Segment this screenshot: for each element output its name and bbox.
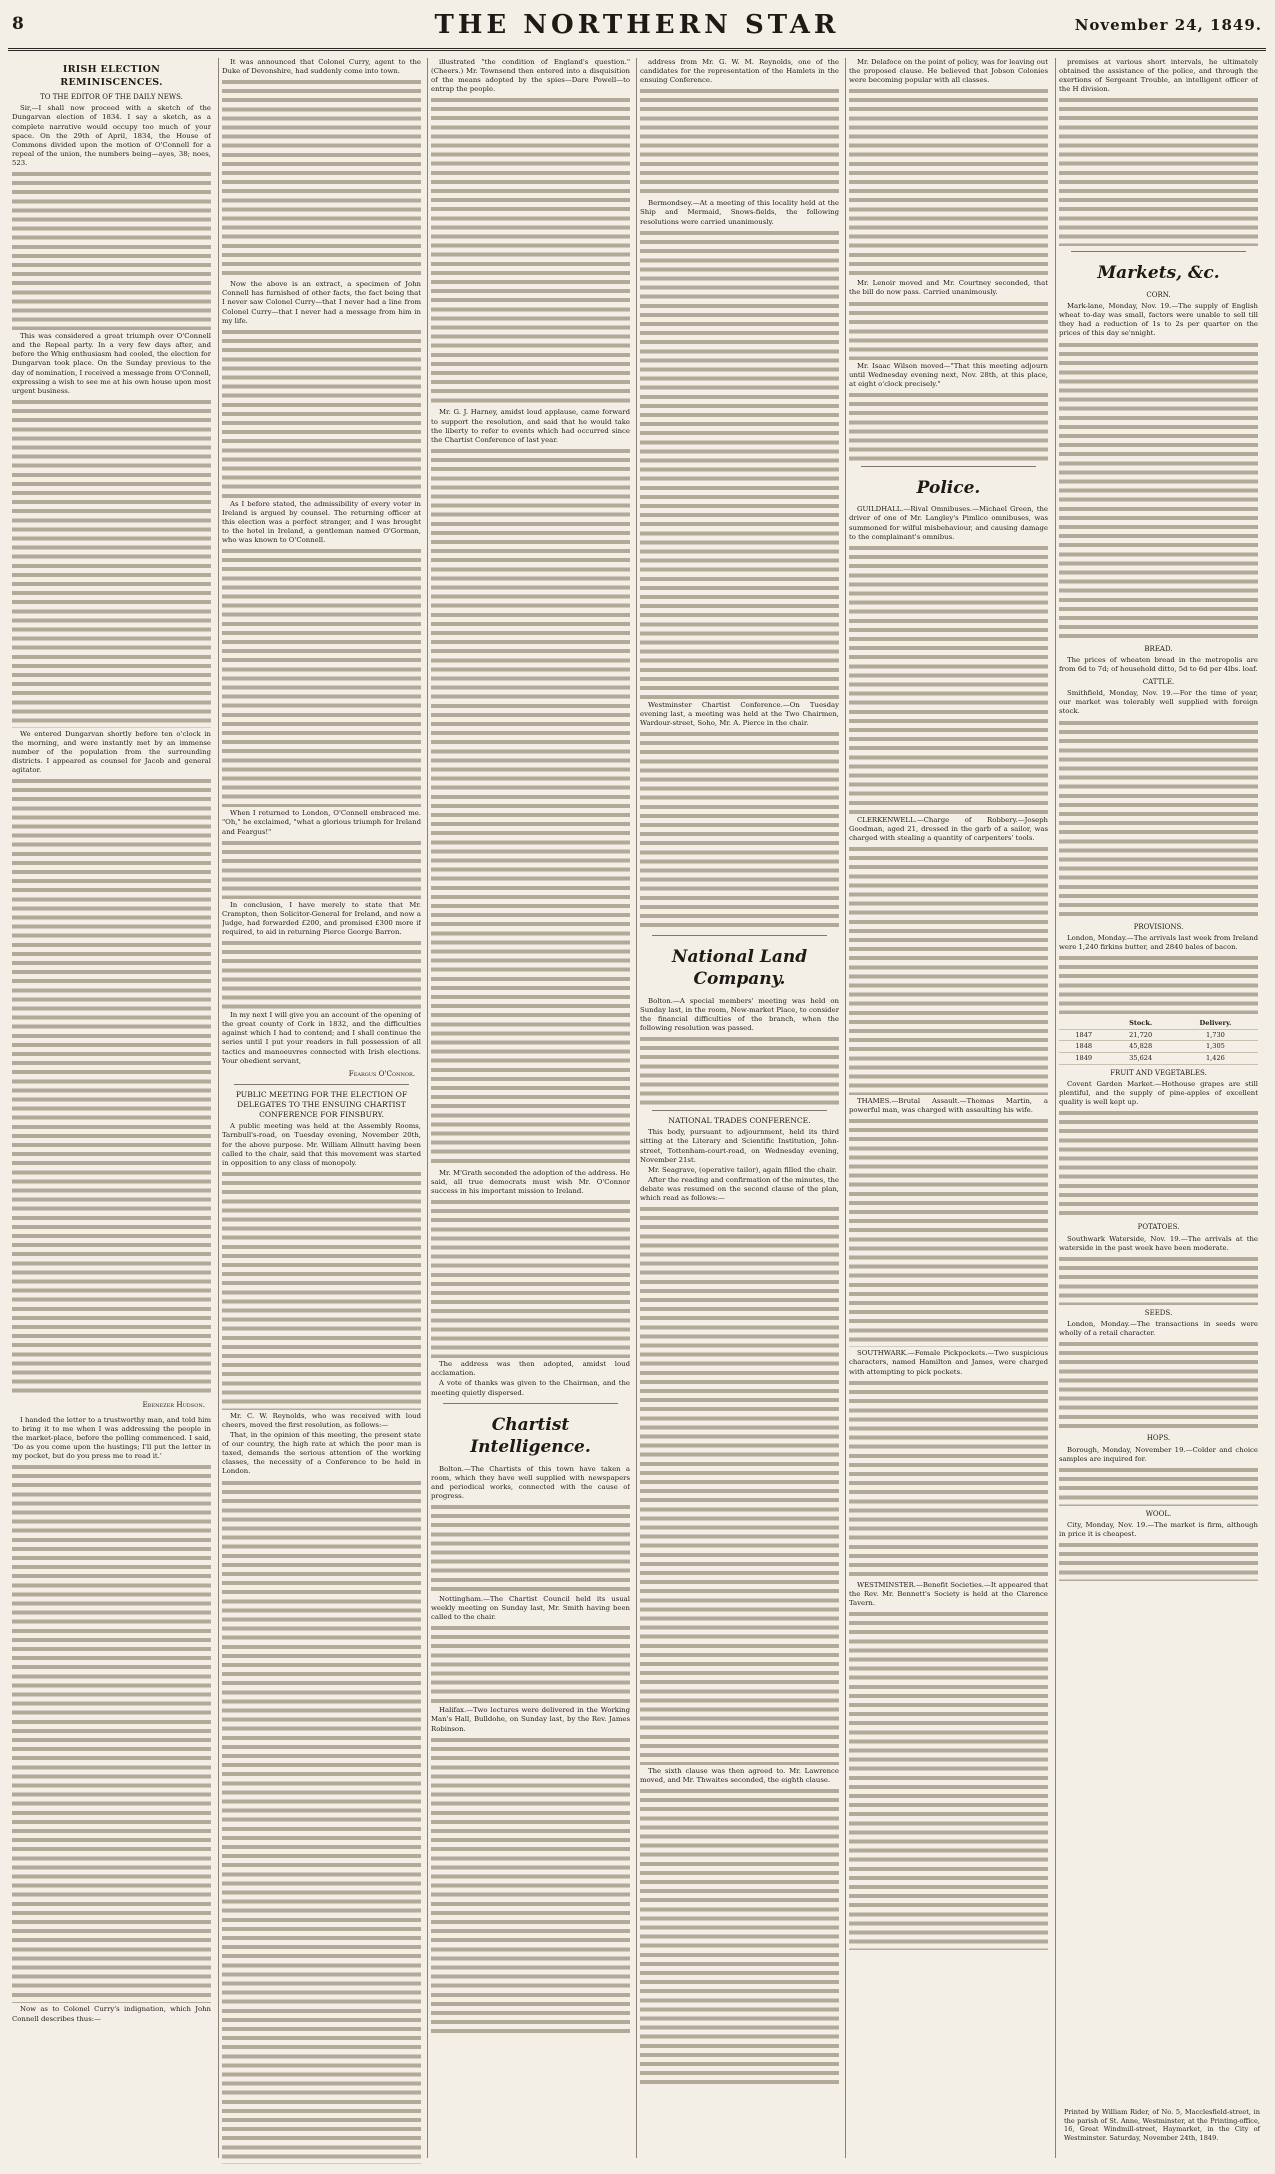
paragraph: It was announced that Colonel Curry, agent to the Duke of Devonshire, had suddenly come into town.: [222, 58, 421, 76]
text-block: [12, 398, 211, 728]
text-block: [222, 1479, 421, 2164]
text-block: [222, 328, 421, 498]
paragraph: Mr. G. J. Harney, amidst loud applause, came forward to support the resolution, and said that he would take the liberty to refer to events which had occurred since the Chartist Conference of last year.: [431, 408, 630, 444]
paragraph: This was considered a great triumph over O'Connell and the Repeal party. In a very few days after, and before the Whig enthusiasm had cooled, the election for Dungarvan took place. On the Sunday previous to the day of nomination, I received a message from O'Connell, expressing a wish to see me at his own house upon most urgent business.: [12, 332, 211, 395]
paragraph: A vote of thanks was given to the Chairman, and the meeting quietly dispersed.: [431, 1379, 630, 1397]
table-row: 1849 35,624 1,426: [1059, 1053, 1258, 1065]
text-block: [849, 300, 1048, 360]
paragraph: When I returned to London, O'Connell embraced me. "Oh," he exclaimed, "what a glorious triumph for Ireland and Feargus!": [222, 809, 421, 836]
divider: [1071, 251, 1246, 252]
paragraph: The address was then adopted, amidst loud acclamation.: [431, 1360, 630, 1378]
text-block: [222, 839, 421, 899]
text-block: [222, 1170, 421, 1410]
paragraph: Mr. Delafoce on the point of policy, was for leaving out the proposed clause. He believed that Jobson Colonies were becoming popular with all classes.: [849, 58, 1048, 85]
text-block: [1059, 1340, 1258, 1430]
text-block: [222, 939, 421, 1009]
market-heading-seeds: SEEDS.: [1144, 1308, 1173, 1317]
table-header: Delivery.: [1173, 1018, 1258, 1029]
text-block: [222, 547, 421, 807]
paragraph: Mark-lane, Monday, Nov. 19.—The supply of English wheat to-day was small, factors were unable to sell till they had a reduction of 1s to 2s per quarter on the prices of this day se'nnight.: [1059, 302, 1258, 338]
column-rule: [636, 58, 637, 2158]
paragraph: illustrated "the condition of England's question." (Cheers.) Mr. Townsend then entered into a disquisition of the means adopted by the spies—Dare Powell—to entrap the people.: [431, 58, 630, 94]
section-heading: Chartist Intelligence.: [470, 1414, 591, 1458]
paragraph: The prices of wheaten bread in the metropolis are from 6d to 7d; of household ditto, 5d to 6d per 4lbs. loaf.: [1059, 655, 1258, 673]
column-rule: [218, 58, 219, 2158]
column-2: [222, 58, 421, 2164]
text-block: [640, 229, 839, 699]
paragraph: Now as to Colonel Curry's indignation, which John Connell describes thus:—: [12, 2005, 211, 2023]
text-block: [640, 1035, 839, 1105]
paragraph: Borough, Monday, November 19.—Colder and choice samples are inquired for.: [1059, 1445, 1258, 1463]
article-heading: IRISH ELECTION REMINISCENCES.: [60, 64, 163, 88]
paragraph: Nottingham.—The Chartist Council held its usual weekly meeting on Sunday last, Mr. Smith having been called to the chair.: [431, 1594, 630, 1622]
text-block: [1059, 1109, 1258, 1219]
paragraph: Covent Garden Market.—Hothouse grapes are still plentiful, and the supply of pine-apples of excellent quality is well kept up.: [1059, 1080, 1258, 1107]
divider: [234, 1084, 409, 1085]
text-block: [1059, 954, 1258, 1014]
text-block: [849, 1117, 1048, 1347]
paragraph: London, Monday.—The arrivals last week from Ireland were 1,240 firkins butter, and 2840 bales of bacon.: [1059, 933, 1258, 951]
paragraph: That, in the opinion of this meeting, the present state of our country, the high rate at which the poor man is taxed, demands the serious attention of the working classes, the necessity of a Conference to be held in London.: [222, 1431, 421, 1476]
table-row: 1848 45,828 1,305: [1059, 1041, 1258, 1053]
market-heading-cattle: CATTLE.: [1142, 678, 1175, 686]
paragraph: Sir,—I shall now proceed with a sketch of the Dungarvan election of 1834. I say a sketch, as a complete narrative would occupy too much of your space. On the 29th of April, 1834, the House of Commons divided upon the motion of O'Connell for a repeal of the union, the numbers being—ayes, 38; noes, 523.: [12, 104, 211, 167]
text-block: [12, 170, 211, 330]
paragraph: I handed the letter to a trustworthy man, and told him to bring it to me when I was addressing the people in the market-place, before the polling commenced. I said, 'Do as you come upon the hustings; I'll put the letter in my pocket, but do you press me to read it.': [12, 1415, 211, 1461]
table-header: [1059, 1018, 1108, 1029]
stock-table: [1059, 1018, 1258, 1065]
paragraph: SOUTHWARK.—Female Pickpockets.—Two suspicious characters, named Hamilton and James, were charged with attempting to pick pockets.: [849, 1349, 1048, 1376]
column-rule: [1055, 58, 1056, 2158]
paragraph: A public meeting was held at the Assembly Rooms, Tarnbull's-road, on Tuesday evening, November 20th, for the above purpose. Mr. William Allnutt having been called to the chair, said that this movement was started in opposition to any class of monopoly.: [222, 1122, 421, 1167]
paragraph: In my next I will give you an account of the opening of the great county of Cork in 1832, and the difficulties against which I had to contend; and I shall continue the series until I put your readers in full possession of all tactics and manoeuvres connected with Irish elections. Your obedient servant,: [222, 1011, 421, 1065]
paragraph: Mr. Isaac Wilson moved—"That this meeting adjourn until Wednesday evening next, Nov. 28th, at this place, at eight o'clock precisely.": [849, 361, 1048, 388]
signature: Feargus O'Connor.: [348, 1068, 415, 1078]
paragraph: In conclusion, I have merely to state that Mr. Crampton, then Solicitor-General for Ireland, and now a Judge, had forwarded £200, and promised £300 more if required, to aid in returning Pierce George Barron.: [222, 900, 421, 936]
text-block: [849, 845, 1048, 1095]
article-subheading: TO THE EDITOR OF THE DAILY NEWS.: [40, 93, 183, 102]
text-block: [849, 1610, 1048, 1950]
paragraph: As I before stated, the admissibility of every voter in Ireland is argued by counsel. The returning officer at this election was a perfect stranger, and I was brought to the hotel in Ireland, a gentleman named O'Gorman, who was known to O'Connell.: [222, 499, 421, 545]
text-block: [431, 447, 630, 1167]
paragraph: Now the above is an extract, a specimen of John Connell has furnished of other facts, the fact being that I never saw Colonel Curry—that I never had a line from Colonel Curry—that I never had a message from him in my life.: [222, 280, 421, 325]
text-block: [849, 544, 1048, 814]
text-block: [640, 730, 839, 930]
paragraph: Halifax.—Two lectures were delivered in the Working Man's Hall, Bulldohe, on Sunday last, by the Rev. James Robinson.: [431, 1706, 630, 1733]
article-heading: PUBLIC MEETING FOR THE ELECTION OF DELEGATES TO THE ENSUING CHARTIST CONFERENCE FOR FINSBURY.: [235, 1090, 408, 1120]
paragraph: London, Monday.—The transactions in seeds were wholly of a retail character.: [1059, 1320, 1258, 1338]
column-4: [640, 58, 839, 2164]
paragraph: address from Mr. G. W. M. Reynolds, one of the candidates for the representation of the Hamlets in the ensuing Conference.: [640, 58, 839, 85]
paragraph: The sixth clause was then agreed to. Mr. Lawrence moved, and Mr. Thwaites seconded, the eighth clause.: [640, 1767, 839, 1785]
newspaper-title: THE NORTHERN STAR: [434, 10, 840, 40]
paragraph: We entered Dungarvan shortly before ten o'clock in the morning, and were instantly met by an immense number of the population from the surrounding districts. I appeared as counsel for Jacob and general agitator.: [12, 729, 211, 775]
paragraph: CLERKENWELL.—Charge of Robbery.—Joseph Goodman, aged 21, dressed in the garb of a sailor, was charged with stealing a quantity of carpenters' tools.: [849, 815, 1048, 842]
market-heading-potatoes: POTATOES.: [1137, 1223, 1180, 1232]
text-block: [640, 87, 839, 197]
text-block: [12, 777, 211, 1397]
market-heading-bread: BREAD.: [1144, 644, 1173, 653]
column-6: [1059, 58, 1258, 2098]
paragraph: Mr. C. W. Reynolds, who was received with loud cheers, moved the first resolution, as follows:—: [222, 1411, 421, 1429]
text-block: [1059, 1466, 1258, 1506]
divider: [652, 1110, 827, 1111]
paragraph: premises at various short intervals, he ultimately obtained the assistance of the police, and through the exertions of Sergeant Trouble, an intelligent officer of the H division.: [1059, 58, 1258, 94]
paragraph: Mr. M'Grath seconded the adoption of the address. He said, all true democrats must wish Mr. O'Connor success in his important mission to Ireland.: [431, 1168, 630, 1196]
text-block: [640, 1205, 839, 1765]
text-block: [12, 1463, 211, 2003]
paragraph: Southwark Waterside, Nov. 19.—The arrivals at the waterside in the past week have been moderate.: [1059, 1234, 1258, 1252]
market-heading-provisions: PROVISIONS.: [1133, 922, 1184, 931]
paragraph: Westminster Chartist Conference.—On Tuesday evening last, a meeting was held at the Two Chairmen, Wardour-street, Soho, Mr. A. Pierce in the chair.: [640, 700, 839, 727]
printer-imprint: Printed by William Rider, of No. 5, Macclesfield-street, in the parish of St. Anne, Westminster, at the Printing-office, 16, Great Windmill-street, Haymarket, in the City of Westminster. Saturday, November 24th, 1849.: [1064, 2108, 1260, 2142]
market-heading-corn: CORN.: [1146, 290, 1171, 299]
text-block: [1059, 1541, 1258, 1581]
section-heading: Police.: [916, 477, 981, 498]
paragraph: After the reading and confirmation of the minutes, the debate was resumed on the second clause of the plan, which read as follows:—: [640, 1175, 839, 1203]
divider: [861, 466, 1036, 467]
signature: Ebenezer Hudson.: [142, 1400, 205, 1410]
text-block: [431, 1736, 630, 2036]
text-block: [849, 87, 1048, 277]
market-heading-fruit: FRUIT AND VEGETABLES.: [1110, 1068, 1207, 1077]
paragraph: Mr. Lenoir moved and Mr. Courtney seconded, that the bill do now pass. Carried unanimously.: [849, 279, 1048, 297]
paragraph: Bermondsey.—At a meeting of this locality held at the Ship and Mermaid, Snows-fields, the following resolutions were carried unanimously.: [640, 199, 839, 226]
text-block: [431, 1198, 630, 1358]
column-3: [431, 58, 630, 2164]
column-1: [12, 58, 211, 2164]
paragraph: Bolton.—The Chartists of this town have taken a room, which they have well supplied with newspapers and periodical works, connected with the cause of progress.: [431, 1464, 630, 1500]
column-rule: [845, 58, 846, 2158]
paragraph: Smithfield, Monday, Nov. 19.—For the time of year, our market was tolerably well supplied with foreign stock.: [1059, 689, 1258, 716]
paragraph: Mr. Seagrave, (operative tailor), again filled the chair.: [648, 1165, 837, 1174]
column-rule: [427, 58, 428, 2158]
divider: [652, 935, 827, 936]
page-number: 8: [12, 14, 24, 34]
paragraph: This body, pursuant to adjournment, held its third sitting at the Literary and Scientific Institution, John-street, Tottenham-court-road, on Wednesday evening, November 21st.: [640, 1128, 839, 1164]
issue-date: November 24, 1849.: [1074, 16, 1262, 34]
table-header: Stock.: [1108, 1018, 1172, 1029]
section-heading: Markets, &c.: [1097, 263, 1220, 284]
text-block: [849, 1379, 1048, 1579]
paragraph: THAMES.—Brutal Assault.—Thomas Martin, a powerful man, was charged with assaulting his wife.: [849, 1097, 1048, 1115]
market-heading-wool: WOOL.: [1145, 1509, 1172, 1518]
text-block: [1059, 341, 1258, 641]
section-heading: National Land Company.: [671, 946, 808, 990]
table-row: 1847 21,720 1,730: [1059, 1029, 1258, 1041]
text-block: [222, 78, 421, 278]
column-5: [849, 58, 1048, 2164]
masthead: [8, 8, 1266, 51]
text-block: [1059, 96, 1258, 246]
text-block: [431, 1503, 630, 1593]
article-heading: NATIONAL TRADES CONFERENCE.: [668, 1116, 811, 1126]
paragraph: WESTMINSTER.—Benefit Societies.—It appeared that the Rev. Mr. Bennett's Society is held at the Clarence Tavern.: [849, 1580, 1048, 1607]
text-block: [849, 391, 1048, 461]
paragraph: Bolton.—A special members' meeting was held on Sunday last, in the room, New-market Place, to consider the financial difficulties of the branch, when the following resolution was passed.: [640, 996, 839, 1033]
paragraph: GUILDHALL.—Rival Omnibuses.—Michael Green, the driver of one of Mr. Langley's Pimlico omnibuses, was summoned for wilful misbehaviour, and causing damage to the complainant's omnibus.: [849, 505, 1048, 541]
text-block: [1059, 1255, 1258, 1305]
text-block: [640, 1787, 839, 2087]
text-block: [1059, 719, 1258, 919]
market-heading-hops: HOPS.: [1146, 1434, 1171, 1443]
divider: [443, 1403, 618, 1404]
text-block: [431, 1624, 630, 1704]
paragraph: City, Monday, Nov. 19.—The market is firm, although in price it is cheapest.: [1059, 1520, 1258, 1539]
text-block: [431, 96, 630, 406]
